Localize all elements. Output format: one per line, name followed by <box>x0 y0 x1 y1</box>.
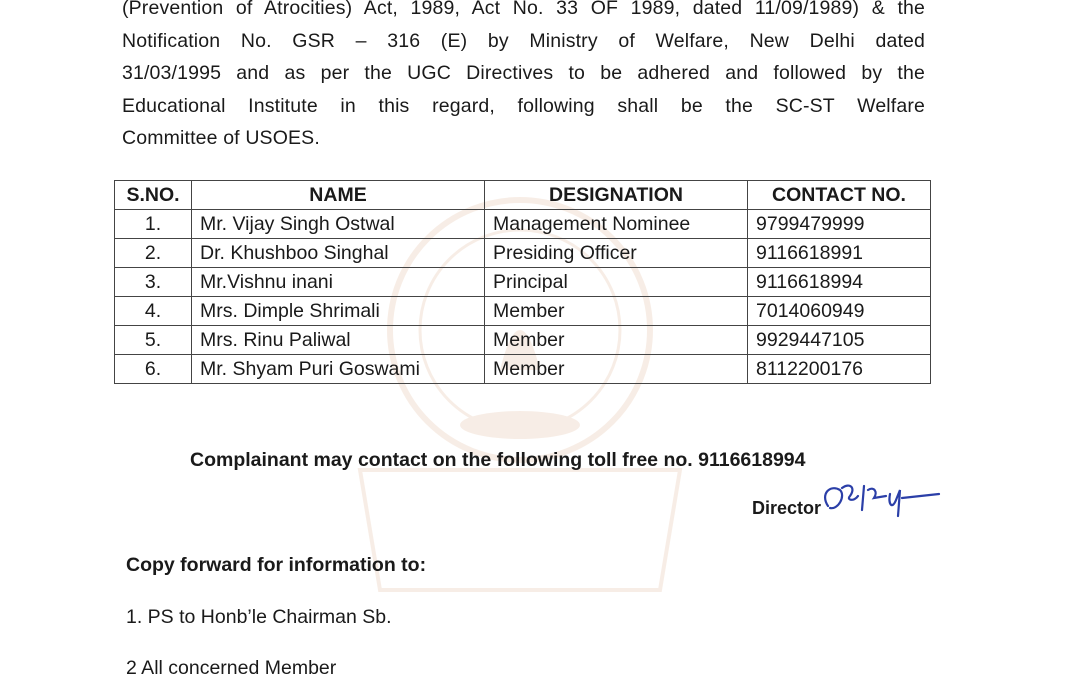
cell-name: Mr. Shyam Puri Goswami <box>192 355 485 384</box>
cell-contact: 9116618994 <box>748 268 931 297</box>
cell-sno: 5. <box>115 326 192 355</box>
cell-sno: 6. <box>115 355 192 384</box>
intro-line: Educational Institute in this regard, following shall be the SC-ST Welfare <box>122 94 925 117</box>
cell-name: Mr. Vijay Singh Ostwal <box>192 210 485 239</box>
cell-sno: 3. <box>115 268 192 297</box>
cell-contact: 8112200176 <box>748 355 931 384</box>
toll-free-notice: Complainant may contact on the following toll free no. 9116618994 <box>190 449 806 471</box>
intro-line: 31/03/1995 and as per the UGC Directives to be adhered and followed by the <box>122 62 925 84</box>
intro-line: Committee of USOES. <box>122 127 320 149</box>
committee-table <box>114 180 931 384</box>
header-name: NAME <box>192 181 485 210</box>
cell-designation: Presiding Officer <box>485 239 748 268</box>
cell-sno: 4. <box>115 297 192 326</box>
intro-line: Notification No. GSR – 316 (E) by Ministry of Welfare, New Delhi dated <box>122 29 925 52</box>
cell-sno: 2. <box>115 239 192 268</box>
intro-paragraph <box>122 0 925 155</box>
cell-contact: 9929447105 <box>748 326 931 355</box>
cell-name: Mrs. Rinu Paliwal <box>192 326 485 355</box>
cell-designation: Member <box>485 326 748 355</box>
cell-contact: 7014060949 <box>748 297 931 326</box>
cell-name: Dr. Khushboo Singhal <box>192 239 485 268</box>
cell-designation: Member <box>485 297 748 326</box>
table-row <box>115 210 931 239</box>
table-row <box>115 297 931 326</box>
table-row <box>115 239 931 268</box>
header-contact: CONTACT NO. <box>748 181 931 210</box>
table-row <box>115 355 931 384</box>
cell-designation: Management Nominee <box>485 210 748 239</box>
header-sno: S.NO. <box>115 181 192 210</box>
copy-forward-item: 1. PS to Honb’le Chairman Sb. <box>126 606 392 628</box>
cell-sno: 1. <box>115 210 192 239</box>
director-label: Director <box>752 498 822 518</box>
header-designation: DESIGNATION <box>485 181 748 210</box>
cell-designation: Principal <box>485 268 748 297</box>
copy-forward-item: 2 All concerned Member <box>126 657 337 679</box>
intro-line: (Prevention of Atrocities) Act, 1989, Act No. 33 OF 1989, dated 11/09/1989) & the <box>122 0 925 19</box>
cell-contact: 9799479999 <box>748 210 931 239</box>
copy-forward-heading: Copy forward for information to: <box>126 554 427 576</box>
table-row <box>115 326 931 355</box>
table-row <box>115 268 931 297</box>
director-signature <box>816 476 941 524</box>
table-header-row <box>115 181 931 210</box>
cell-designation: Member <box>485 355 748 384</box>
cell-name: Mr.Vishnu inani <box>192 268 485 297</box>
cell-name: Mrs. Dimple Shrimali <box>192 297 485 326</box>
cell-contact: 9116618991 <box>748 239 931 268</box>
